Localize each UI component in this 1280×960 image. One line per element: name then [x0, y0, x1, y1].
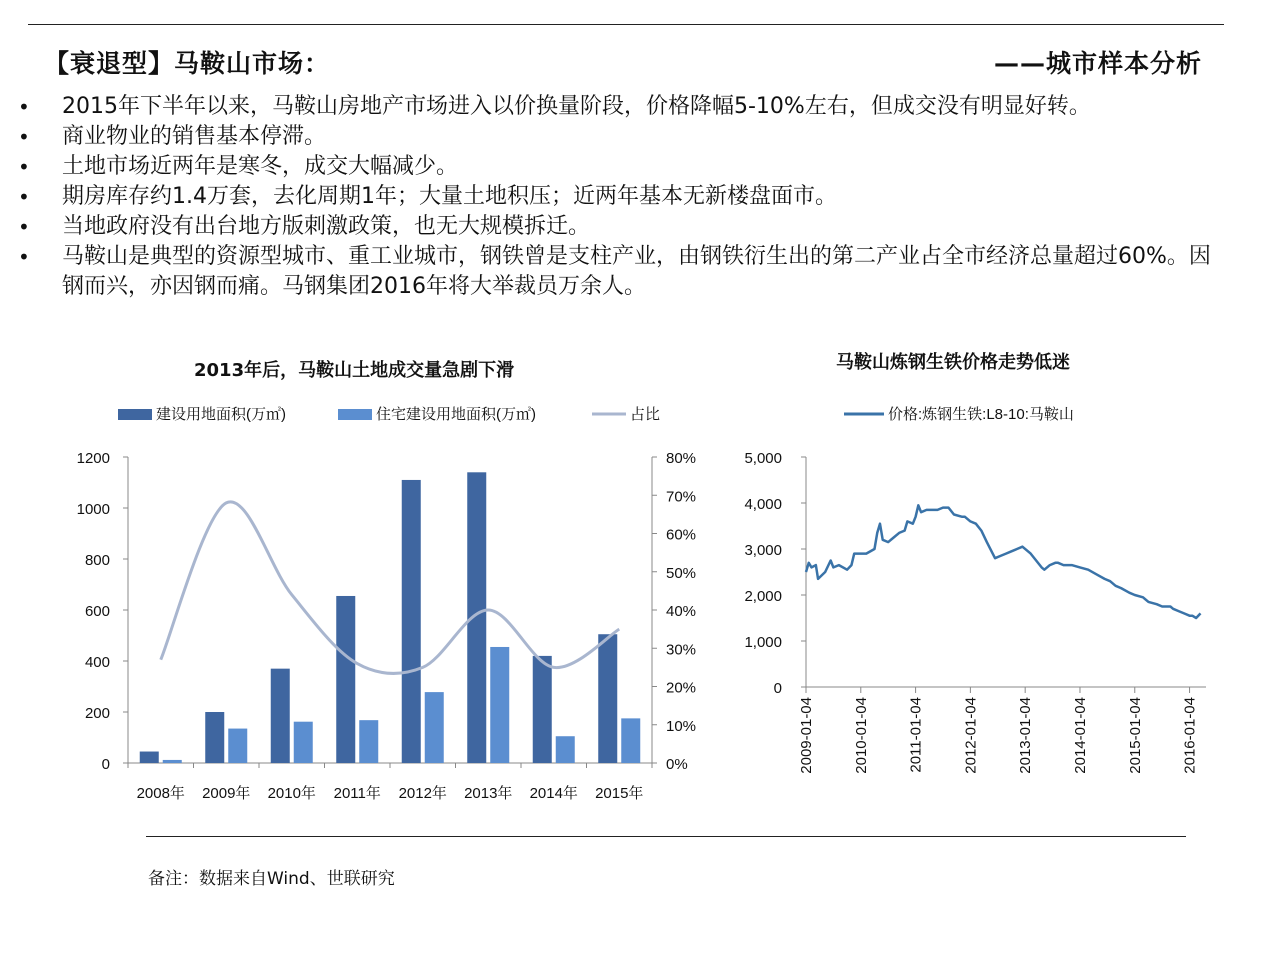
- y-tick-label: 0: [773, 680, 782, 697]
- bar-residential-area: [490, 647, 509, 763]
- bar-residential-area: [621, 718, 640, 763]
- bar-residential-area: [163, 760, 182, 763]
- bullet-item: [18, 152, 1218, 182]
- bullet-dot-icon: •: [18, 155, 30, 179]
- x-tick-label: 2011年: [333, 785, 381, 802]
- x-tick-label: 2014年: [529, 785, 578, 802]
- top-divider: [28, 24, 1224, 25]
- legend-swatch: [338, 409, 372, 420]
- y-tick-label: 0: [101, 756, 110, 773]
- bar-residential-area: [228, 729, 247, 763]
- legend-label: 价格:炼钢生铁:L8-10:马鞍山: [888, 406, 1074, 423]
- price-line: [806, 505, 1201, 618]
- bullet-dot-icon: •: [18, 215, 30, 239]
- y-tick-label: 1000: [76, 501, 110, 518]
- y-tick-label: 5,000: [744, 450, 782, 467]
- y2-tick-label: 10%: [666, 717, 697, 735]
- legend-swatch: [118, 409, 152, 420]
- y-tick-label: 600: [84, 603, 110, 620]
- x-tick-label: 2014-01-04: [1071, 697, 1089, 774]
- bullet-dot-icon: •: [18, 125, 30, 149]
- bullet-text: 商业物业的销售基本停滞。: [62, 124, 327, 149]
- land-chart: [40, 395, 720, 815]
- bar-land-area: [205, 712, 224, 763]
- y2-tick-label: 0%: [666, 756, 688, 773]
- y-tick-label: 1200: [76, 450, 110, 467]
- share-line: [161, 502, 620, 674]
- x-tick-label: 2009-01-04: [798, 697, 815, 774]
- x-tick-label: 2012-01-04: [962, 697, 980, 774]
- y2-tick-label: 60%: [666, 526, 697, 544]
- bar-land-area: [140, 752, 159, 763]
- x-tick-label: 2011-01-04: [907, 697, 925, 773]
- bullet-item: [18, 182, 1218, 212]
- bar-land-area: [271, 669, 290, 763]
- bar-residential-area: [359, 720, 378, 763]
- land-chart-title: 2013年后，马鞍山土地成交量急剧下滑: [194, 360, 515, 381]
- y-tick-label: 4,000: [744, 496, 782, 513]
- bullet-text: 2015年下半年以来，马鞍山房地产市场进入以价换量阶段，价格降幅5-10%左右，但成交没有明显好转。: [62, 94, 1091, 119]
- iron-chart-title: 马鞍山炼钢生铁价格走势低迷: [836, 352, 1070, 373]
- bullet-item: [18, 242, 1218, 302]
- bullet-item: [18, 92, 1218, 122]
- bar-land-area: [336, 596, 355, 763]
- y-tick-label: 400: [84, 654, 110, 671]
- bullet-item: [18, 122, 1218, 152]
- page-title: 【衰退型】马鞍山市场：: [44, 49, 331, 78]
- y-tick-label: 200: [84, 705, 110, 722]
- bullet-text: 马鞍山是典型的资源型城市、重工业城市，钢铁曾是支柱产业，由钢铁衍生出的第二产业占全市经济总量超过60%。因钢而兴，亦因钢而痛。马钢集团2016年将大举裁员万余人。: [62, 244, 1211, 299]
- legend-label: 占比: [630, 406, 661, 423]
- bullet-dot-icon: •: [18, 185, 30, 209]
- y2-tick-label: 70%: [666, 488, 697, 506]
- bar-residential-area: [425, 692, 444, 763]
- y2-tick-label: 40%: [666, 603, 697, 620]
- iron-chart: [720, 395, 1240, 815]
- x-tick-label: 2010-01-04: [852, 697, 870, 774]
- legend-label: 住宅建设用地面积(万㎡): [376, 406, 536, 423]
- y2-tick-label: 50%: [666, 564, 697, 582]
- bottom-divider: [146, 836, 1186, 837]
- x-tick-label: 2012年: [398, 785, 447, 802]
- bullet-dot-icon: •: [18, 245, 30, 269]
- y-tick-label: 800: [84, 552, 110, 569]
- bar-land-area: [533, 656, 552, 763]
- x-tick-label: 2016-01-04: [1181, 697, 1199, 774]
- bar-residential-area: [556, 736, 575, 763]
- bar-residential-area: [294, 722, 313, 763]
- x-tick-label: 2010年: [267, 785, 316, 802]
- x-tick-label: 2015年: [595, 785, 644, 802]
- bullet-text: 土地市场近两年是寒冬，成交大幅减少。: [62, 154, 459, 179]
- bullet-text: 当地政府没有出台地方版刺激政策，也无大规模拆迁。: [62, 214, 591, 239]
- bar-land-area: [402, 480, 421, 763]
- x-tick-label: 2013年: [464, 785, 513, 802]
- bullet-list: [18, 92, 1218, 302]
- y-tick-label: 3,000: [744, 542, 782, 559]
- x-tick-label: 2008年: [136, 785, 185, 802]
- x-tick-label: 2009年: [202, 785, 251, 802]
- bullet-dot-icon: •: [18, 95, 30, 119]
- y-tick-label: 1,000: [744, 634, 782, 651]
- y2-tick-label: 80%: [666, 450, 697, 467]
- y-tick-label: 2,000: [744, 588, 782, 605]
- section-title: ——城市样本分析: [993, 49, 1202, 78]
- bar-land-area: [598, 634, 617, 763]
- y2-tick-label: 30%: [666, 641, 697, 659]
- bullet-text: 期房库存约1.4万套，去化周期1年；大量土地积压；近两年基本无新楼盘面市。: [62, 184, 837, 209]
- legend-label: 建设用地面积(万㎡): [156, 406, 286, 423]
- x-tick-label: 2015-01-04: [1126, 697, 1144, 774]
- x-tick-label: 2013-01-04: [1017, 697, 1035, 774]
- y2-tick-label: 20%: [666, 679, 697, 697]
- bullet-item: [18, 212, 1218, 242]
- source-note: 备注：数据来自Wind、世联研究: [148, 869, 395, 889]
